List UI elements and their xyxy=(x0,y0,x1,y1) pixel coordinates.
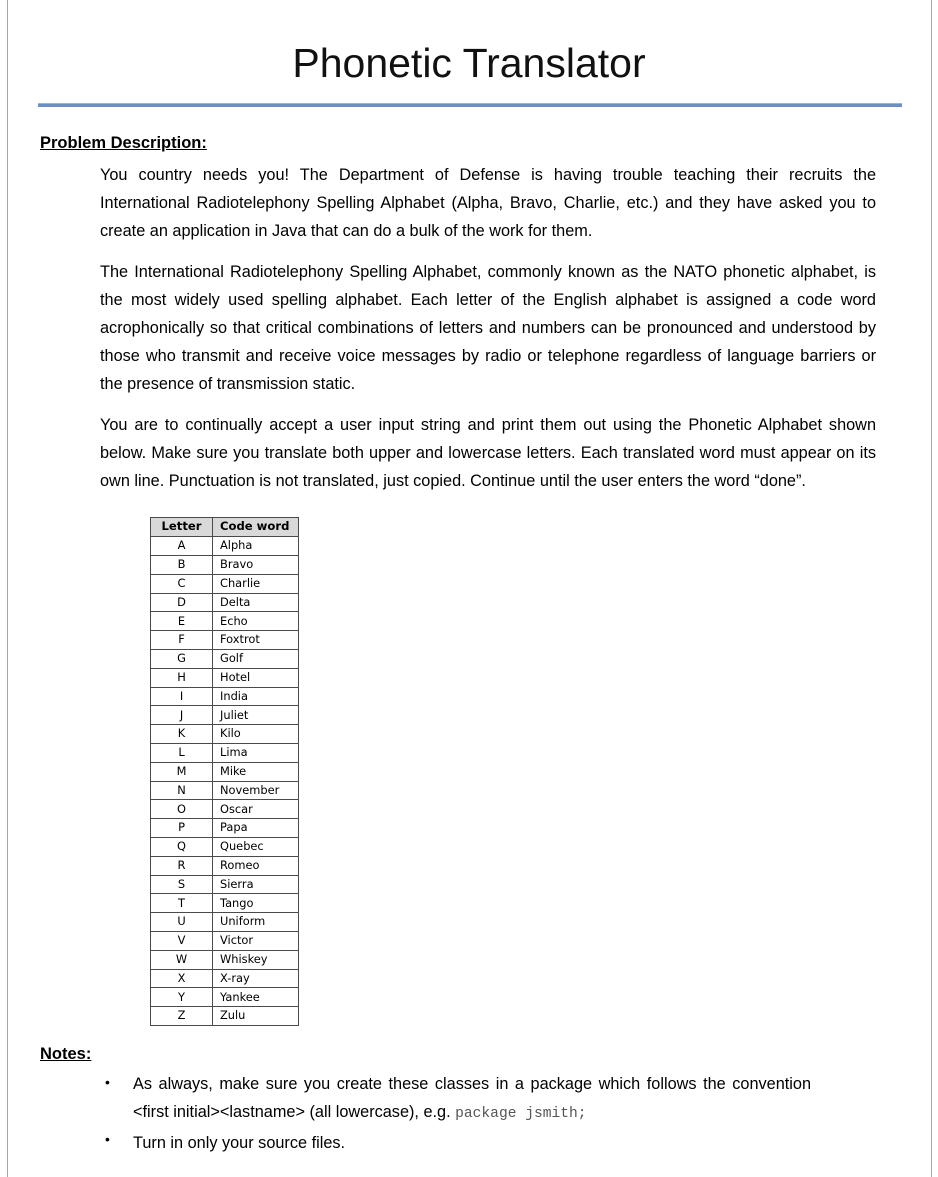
cell-letter: P xyxy=(151,819,213,838)
cell-code-word: Bravo xyxy=(213,556,299,575)
cell-code-word: Foxtrot xyxy=(213,631,299,650)
table-row xyxy=(151,743,299,762)
phonetic-alphabet-table xyxy=(150,517,299,1026)
table-row xyxy=(151,988,299,1007)
table-row xyxy=(151,650,299,669)
note-text: Turn in only your source files. xyxy=(133,1134,346,1153)
cell-code-word: Uniform xyxy=(213,913,299,932)
cell-letter: B xyxy=(151,556,213,575)
table-row xyxy=(151,950,299,969)
table-row xyxy=(151,875,299,894)
cell-letter: V xyxy=(151,931,213,950)
problem-paragraph-1: You country needs you! The Department of Defense is having trouble teaching their recruits the International Radiotelephony Spelling Alphabet (Alpha, Bravo, Charlie, etc.) and they have asked you to create an application in Java that can do a bulk of the work for them. xyxy=(100,166,876,241)
list-item xyxy=(0,1127,876,1157)
table-row xyxy=(151,687,299,706)
cell-code-word: X-ray xyxy=(213,969,299,988)
cell-letter: J xyxy=(151,706,213,725)
cell-letter: A xyxy=(151,537,213,556)
problem-paragraph-2: The International Radiotelephony Spelling Alphabet, commonly known as the NATO phonetic alphabet, is the most widely used spelling alphabet. Each letter of the English alphabet is assigned a code word acrophonically so that critical combinations of letters and numbers can be pronounced and understood by those who transmit and receive voice messages by radio or telephone regardless of language barriers or the presence of transmission static. xyxy=(100,263,876,394)
cell-letter: Y xyxy=(151,988,213,1007)
table-header-row xyxy=(151,518,299,537)
page-title: Phonetic Translator xyxy=(292,40,646,86)
table-row xyxy=(151,931,299,950)
cell-code-word: Oscar xyxy=(213,800,299,819)
cell-letter: M xyxy=(151,762,213,781)
bullet-icon: • xyxy=(105,1131,110,1148)
cell-letter: L xyxy=(151,743,213,762)
cell-code-word: Tango xyxy=(213,894,299,913)
cell-code-word: Whiskey xyxy=(213,950,299,969)
table-row xyxy=(151,894,299,913)
cell-letter: C xyxy=(151,574,213,593)
problem-paragraph-3: You are to continually accept a user input string and print them out using the Phonetic Alphabet shown below. Make sure you translate both upper and lowercase letters. Each translated word must appear on its own line. Punctuation is not translated, just copied. Continue until the user enters the word “done”. xyxy=(100,416,876,491)
table-header xyxy=(151,518,299,537)
table-row xyxy=(151,819,299,838)
cell-letter: G xyxy=(151,650,213,669)
note-text: As always, make sure you create these classes in a package which follows the convention <first initial><lastname> (all lowercase), e.g. xyxy=(133,1074,811,1121)
cell-letter: H xyxy=(151,668,213,687)
cell-code-word: Lima xyxy=(213,743,299,762)
table-row xyxy=(151,612,299,631)
cell-code-word: Charlie xyxy=(213,574,299,593)
cell-code-word: Romeo xyxy=(213,856,299,875)
cell-code-word: Quebec xyxy=(213,837,299,856)
cell-code-word: Golf xyxy=(213,650,299,669)
table-row xyxy=(151,556,299,575)
cell-code-word: Hotel xyxy=(213,668,299,687)
cell-code-word: Sierra xyxy=(213,875,299,894)
bullet-icon: • xyxy=(105,1073,110,1090)
cell-letter: N xyxy=(151,781,213,800)
cell-code-word: Victor xyxy=(213,931,299,950)
cell-code-word: Delta xyxy=(213,593,299,612)
cell-code-word: Echo xyxy=(213,612,299,631)
cell-letter: O xyxy=(151,800,213,819)
table-row xyxy=(151,574,299,593)
cell-letter: S xyxy=(151,875,213,894)
phonetic-table-container xyxy=(0,495,938,1026)
cell-letter: K xyxy=(151,725,213,744)
table-row xyxy=(151,631,299,650)
cell-letter: D xyxy=(151,593,213,612)
table-row xyxy=(151,913,299,932)
section-heading-notes: Notes: xyxy=(40,1044,92,1063)
table-row xyxy=(151,762,299,781)
cell-letter: X xyxy=(151,969,213,988)
cell-letter: I xyxy=(151,687,213,706)
table-row xyxy=(151,593,299,612)
cell-code-word: India xyxy=(213,687,299,706)
table-row xyxy=(151,856,299,875)
table-row xyxy=(151,837,299,856)
cell-letter: W xyxy=(151,950,213,969)
cell-code-word: Yankee xyxy=(213,988,299,1007)
table-row xyxy=(151,781,299,800)
cell-code-word: Alpha xyxy=(213,537,299,556)
cell-code-word: Zulu xyxy=(213,1007,299,1026)
cell-code-word: Mike xyxy=(213,762,299,781)
notes-list xyxy=(0,1064,938,1157)
table-row xyxy=(151,725,299,744)
cell-letter: U xyxy=(151,913,213,932)
cell-code-word: Juliet xyxy=(213,706,299,725)
section-heading-problem-description: Problem Description: xyxy=(40,134,207,153)
cell-code-word: Kilo xyxy=(213,725,299,744)
cell-letter: F xyxy=(151,631,213,650)
cell-letter: Z xyxy=(151,1007,213,1026)
table-row xyxy=(151,1007,299,1026)
cell-code-word: November xyxy=(213,781,299,800)
table-row xyxy=(151,537,299,556)
table-row xyxy=(151,668,299,687)
table-body xyxy=(151,537,299,1026)
cell-code-word: Papa xyxy=(213,819,299,838)
cell-letter: E xyxy=(151,612,213,631)
cell-letter: R xyxy=(151,856,213,875)
column-header-code-word: Code word xyxy=(213,518,299,537)
column-header-letter: Letter xyxy=(151,518,213,537)
cell-letter: T xyxy=(151,894,213,913)
note-code-snippet: package jsmith; xyxy=(455,1105,587,1122)
list-item xyxy=(0,1070,876,1127)
table-row xyxy=(151,800,299,819)
table-row xyxy=(151,969,299,988)
table-row xyxy=(151,706,299,725)
cell-letter: Q xyxy=(151,837,213,856)
